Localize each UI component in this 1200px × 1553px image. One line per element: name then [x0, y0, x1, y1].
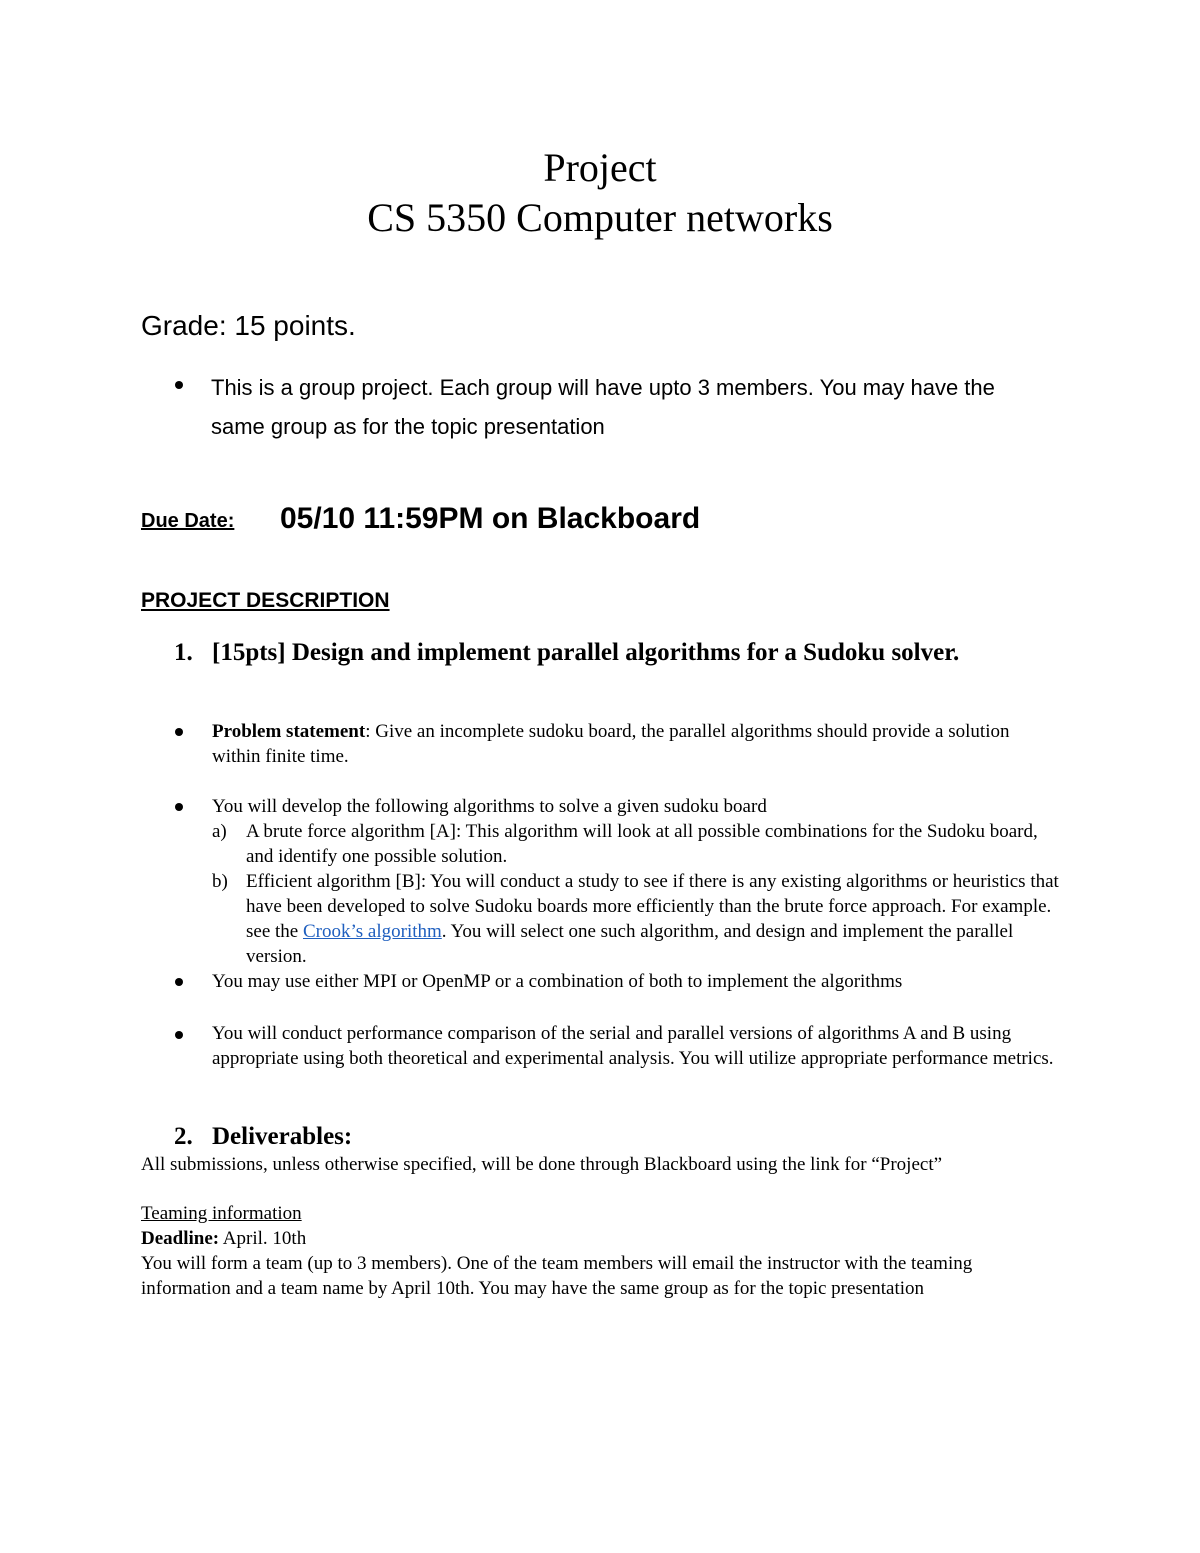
sub-item-b-text [246, 869, 1061, 969]
teaming-paragraph: You will form a team (up to 3 members). One of the team members will email the instructor with the teaming information and a team name by April 10th. You may have the same group as for the topic presentation [141, 1253, 973, 1299]
sub-item-b-text-before: Efficient algorithm [B]: You will conduct a study to see if there is any existing algorithms or heuristics that have been developed to solve Sudoku boards more efficiently than the brute force approach. For example. see the [246, 871, 1059, 942]
course-title: CS 5350 Computer networks [367, 195, 833, 240]
deadline-label: Deadline: [141, 1228, 220, 1249]
deadline-value: April. 10th [219, 1228, 307, 1249]
due-date-value: 05/10 11:59PM on Blackboard [280, 502, 701, 535]
sub-item-b-marker: b) [212, 871, 228, 892]
project-description-heading: PROJECT DESCRIPTION [141, 589, 390, 612]
crooks-algorithm-link[interactable]: Crook’s algorithm [302, 921, 442, 942]
bullet-icon [175, 728, 183, 736]
sub-item-b-text-after: . You will select one such algorithm, and design and implement the parallel version. [246, 921, 1014, 967]
problem-statement [212, 719, 1062, 769]
mpi-openmp-text: You may use either MPI or OpenMP or a combination of both to implement the algorithms [212, 971, 903, 992]
section-2-title: Deliverables: [212, 1123, 353, 1150]
intro-bullet-text: This is a group project. Each group will have upto 3 members. You may have the same group as for the topic presentation [211, 375, 995, 439]
section-2-number: 2. [174, 1123, 193, 1150]
bullet-icon [175, 803, 183, 811]
section-1-title: [15pts] Design and implement parallel algorithms for a Sudoku solver. [212, 639, 960, 666]
performance-comparison-text: You will conduct performance comparison of the serial and parallel versions of algorithms A and B using appropriate using both theoretical and experimental analysis. You will utilize appropriate performance metrics. [212, 1023, 1054, 1069]
problem-statement-text: : Give an incomplete sudoku board, the parallel algorithms should provide a solution within finite time. [212, 721, 1010, 767]
section-1-number: 1. [174, 639, 193, 666]
grade-line: Grade: 15 points. [141, 310, 356, 341]
due-date-label: Due Date: [141, 510, 235, 532]
bullet-icon [175, 381, 183, 389]
document-title: Project [543, 145, 657, 190]
bullet-icon [175, 1031, 183, 1039]
teaming-deadline [141, 1226, 306, 1251]
teaming-information-heading: Teaming information [141, 1203, 302, 1224]
bullet-icon [175, 978, 183, 986]
problem-statement-label: Problem statement [212, 721, 366, 742]
develop-algorithms-text: You will develop the following algorithms to solve a given sudoku board [212, 796, 767, 817]
submission-text: All submissions, unless otherwise specified, will be done through Blackboard using the link for “Project” [141, 1154, 943, 1175]
sub-item-a-marker: a) [212, 821, 227, 842]
sub-item-a-text: A brute force algorithm [A]: This algorithm will look at all possible combinations for the Sudoku board, and identify one possible solution. [246, 821, 1038, 867]
